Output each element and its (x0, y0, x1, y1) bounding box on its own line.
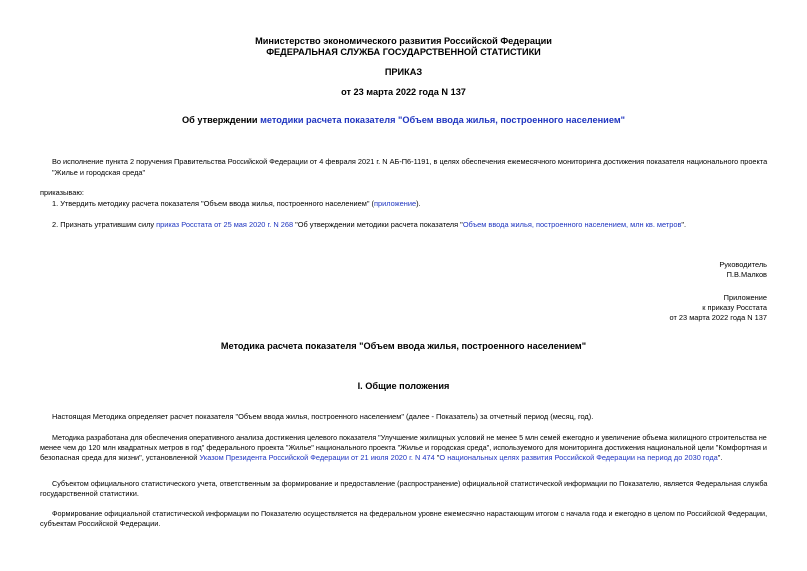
paragraph-2-text: безопасная среда для жизни", установленной (40, 453, 200, 462)
paragraph-3-line-2: государственной статистики. (40, 489, 139, 498)
preamble-line-1: Во исполнение пункта 2 поручения Правительства Российской Федерации от 4 февраля 2021 г. N АБ-П6-1191, в целях обеспечения ежемесячного мониторинга достижения показателя национального проекта (52, 157, 768, 166)
order-item-2 (52, 219, 686, 230)
signature-name: П.В.Малков (726, 270, 767, 279)
paragraph-3-line-1: Субъектом официального статистического учета, ответственным за формирование и предоставление (распространение) официальной статистической информации по Показателю, является Федеральная служба (52, 479, 768, 488)
methodology-title: Методика расчета показателя "Объем ввода жилья, построенного населением" (220, 341, 587, 351)
appendix-reference: к приказу Росстата (702, 303, 767, 312)
housing-volume-link[interactable]: Объем ввода жилья, построенного населением, млн кв. метров (462, 220, 682, 229)
appendix-date: от 23 марта 2022 года N 137 (669, 313, 767, 322)
paragraph-4-line-2: субъектам Российской Федерации. (40, 519, 161, 528)
order-title-prefix: Об утверждении (182, 115, 261, 125)
presidential-decree-link[interactable]: Указом Президента Российской Федерации от 21 июля 2020 г. N 474 (199, 453, 435, 462)
paragraph-2-end: ". (717, 453, 723, 462)
order-item-2-mid: "Об утверждении методики расчета показателя " (293, 220, 463, 229)
paragraph-2-line-2: менее чем до 120 млн квадратных метров в год" федерального проекта "Жилье" национального проекта "Жилье и городская среда", используемого для мониторинга достижения национальной цели "Комфортная и (40, 443, 767, 452)
preamble-line-2: "Жилье и городская среда" (52, 168, 146, 177)
rosstat-order-link[interactable]: приказ Росстата от 25 мая 2020 г. N 268 (156, 220, 294, 229)
paragraph-2-quote: " (434, 453, 440, 462)
appendix-label: Приложение (723, 293, 767, 302)
appendix-link[interactable]: приложение (374, 199, 417, 208)
order-type: ПРИКАЗ (384, 67, 423, 77)
order-item-1 (52, 198, 421, 209)
order-title (0, 115, 807, 126)
ministry-heading: Министерство экономического развития Российской Федерации (255, 36, 552, 46)
order-item-1-end: ). (416, 199, 421, 208)
order-item-2-text: 2. Признать утратившим силу (52, 220, 157, 229)
order-item-1-text: 1. Утвердить методику расчета показателя "Объем ввода жилья, построенного населением" ( (52, 199, 375, 208)
order-date-number: от 23 марта 2022 года N 137 (341, 87, 466, 97)
order-item-2-end: ". (681, 220, 687, 229)
methodology-link[interactable]: методики расчета показателя "Объем ввода жилья, построенного населением" (260, 115, 625, 125)
signature-role: Руководитель (719, 260, 767, 269)
paragraph-2-line-1: Методика разработана для обеспечения оперативного анализа достижения целевого показателя "Улучшение жилищных условий не менее 5 млн семей ежегодно и увеличение объема жилищного строительства не (52, 433, 767, 442)
paragraph-4-line-1: Формирование официальной статистической информации по Показателю осуществляется на федеральном уровне ежемесячно нарастающим итогом с начала года и ежегодно в целом по Российской Федерации, (52, 509, 768, 518)
orders-label: приказываю: (40, 188, 84, 197)
paragraph-1: Настоящая Методика определяет расчет показателя "Объем ввода жилья, построенного населением" (далее - Показатель) за отчетный период (месяц, год). (52, 412, 594, 421)
section-heading: I. Общие положения (357, 381, 450, 391)
service-heading: ФЕДЕРАЛЬНАЯ СЛУЖБА ГОСУДАРСТВЕННОЙ СТАТИСТИКИ (266, 47, 541, 57)
national-goals-link[interactable]: О национальных целях развития Российской Федерации на период до 2030 года (439, 453, 718, 462)
paragraph-2-line-3 (40, 452, 722, 463)
